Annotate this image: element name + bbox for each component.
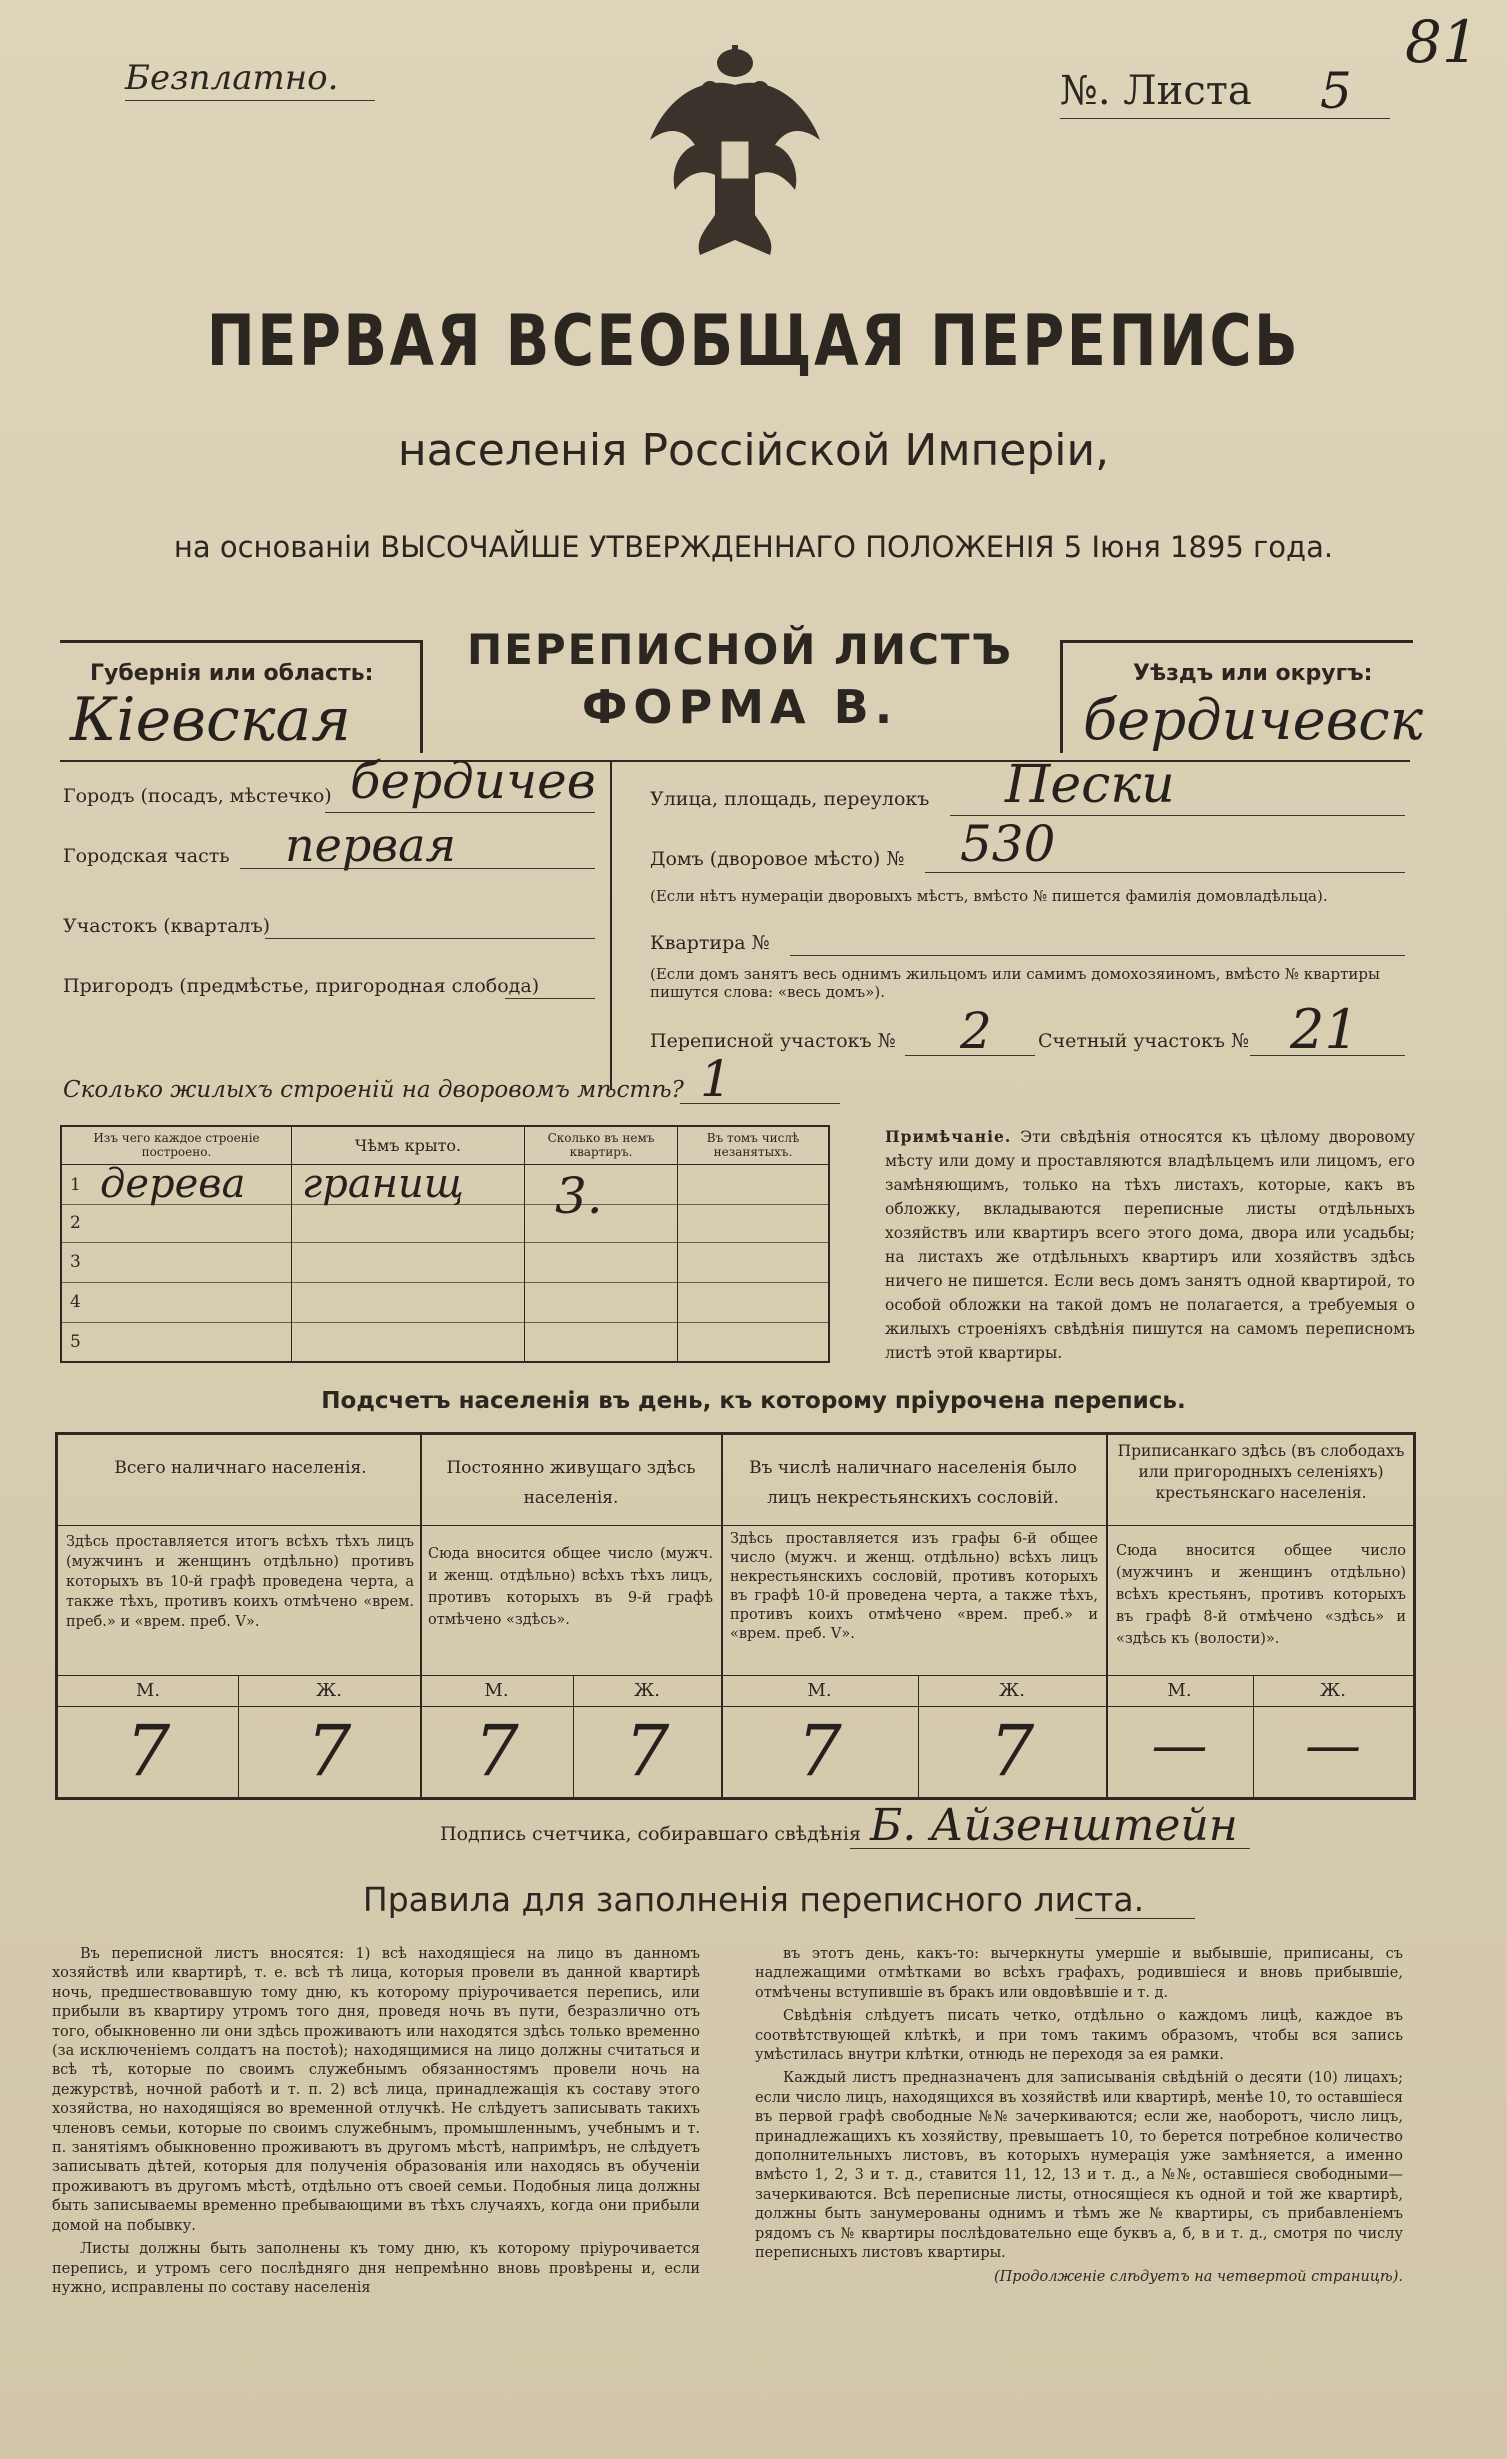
col4-f-label: Ж. — [1320, 1680, 1346, 1701]
rules-heading: Правила для заполненія переписного листа. — [362, 1880, 1145, 1919]
gubernia-label: Губернія или область: — [90, 661, 374, 686]
flat-label: Квартира № — [650, 932, 770, 954]
city-part-value[interactable]: первая — [285, 818, 456, 872]
street-value[interactable]: Пески — [1005, 755, 1175, 815]
col2-f-value[interactable]: 7 — [624, 1710, 670, 1792]
table-row — [61, 1204, 829, 1242]
buildings-value[interactable]: 1 — [700, 1050, 732, 1108]
rules-col2 — [755, 1945, 1403, 2287]
col1-f-label: Ж. — [316, 1680, 342, 1701]
col2-title: Постоянно живущаго здѣсь населенія. — [446, 1458, 696, 1508]
row1-roof[interactable]: гранищ — [302, 1160, 464, 1207]
uezd-label: Уѣздъ или округъ: — [1133, 661, 1373, 686]
header-material: Изъ чего каждое строеніе построено. — [61, 1126, 292, 1164]
house-note: (Если нѣтъ нумераціи дворовыхъ мѣстъ, вмѣсто № пишется фамилія домовладѣльца). — [650, 887, 1328, 905]
sheet-number-label: №. Листа — [1060, 68, 1252, 114]
note-text: Эти свѣдѣнія относятся къ цѣлому дворовому мѣсту или дому и проставляются владѣльцемъ или лицомъ, его замѣняющимъ, только на тѣхъ листахъ, которые, какъ въ обложку, вкладываются переписные листы отдѣльныхъ хозяйствъ или квартиръ всего этого дома, двора или усадьбы; на листахъ же отдѣльныхъ квартиръ или хозяйствъ здѣсь ничего не пишется. Если весь домъ занятъ одной квартирой, то особой обложки на такой домъ не полагается, а требуемыя о жилыхъ строеніяхъ свѣдѣнія пишутся на самомъ переписномъ листѣ этой квартиры. — [885, 1128, 1416, 1362]
col4-m-value[interactable]: — — [1151, 1713, 1208, 1778]
uezd-value[interactable]: бердичевск — [1083, 688, 1424, 753]
header-vacant: Въ томъ числѣ незанятыхъ. — [678, 1126, 830, 1164]
legal-basis: на основаніи ВЫСОЧАЙШЕ УТВЕРЖДЕННАГО ПОЛОЖЕНІЯ 5 Іюня 1895 года. — [173, 530, 1334, 564]
row-number: 5 — [61, 1322, 292, 1362]
corner-mark: 81 — [1405, 8, 1479, 76]
sheet-title-box — [420, 625, 1060, 734]
count-district-label: Счетный участокъ № — [1038, 1030, 1249, 1052]
note-heading: Примѣчаніе. — [885, 1127, 1012, 1146]
rules-continued: (Продолженіе слѣдуетъ на четвертой страницѣ). — [993, 2268, 1403, 2285]
house-value[interactable]: 530 — [960, 815, 1056, 873]
main-title: ПЕРВАЯ ВСЕОБЩАЯ ПЕРЕПИСЬ — [206, 300, 1301, 382]
sheet-title-2: ФОРМА В. — [581, 680, 899, 734]
col3-m-label: М. — [807, 1680, 832, 1701]
rules-col1 — [52, 1945, 700, 2302]
note-block — [885, 1125, 1415, 1365]
row1-flats[interactable]: 3. — [555, 1166, 603, 1225]
col3-m-value[interactable]: 7 — [797, 1710, 842, 1792]
city-label: Городъ (посадъ, мѣстечко) — [63, 785, 332, 807]
col2-desc: Сюда вносится общее число (мужч. и женщ. отдѣльно) всѣхъ тѣхъ лицъ, противъ которыхъ въ 9-й графѣ отмѣчено «здѣсь». — [428, 1546, 713, 1628]
row1-vacant[interactable] — [678, 1164, 830, 1204]
table-row — [61, 1164, 829, 1204]
gubernia-box — [60, 640, 423, 753]
census-district-label: Переписной участокъ № — [650, 1030, 896, 1052]
free-label: Безплатно. — [125, 58, 339, 98]
col4-desc: Сюда вносится общее число (мужчинъ и женщинъ отдѣльно) всѣхъ крестьянъ, противъ которыхъ въ графѣ 8-й отмѣчено «здѣсь» и «здѣсь къ (волости)». — [1116, 1543, 1406, 1647]
table-row — [61, 1322, 829, 1362]
col4-f-value[interactable]: — — [1305, 1713, 1361, 1778]
col2-m-label: М. — [484, 1680, 509, 1701]
row-number: 4 — [61, 1282, 292, 1322]
col3-title: Въ числѣ наличнаго населенія было лицъ некрестьянскихъ сословій. — [749, 1458, 1077, 1508]
col2-f-label: Ж. — [634, 1680, 660, 1701]
census-district-value[interactable]: 2 — [960, 1002, 992, 1060]
signature-label: Подпись счетчика, собиравшаго свѣдѣнія — [440, 1823, 861, 1845]
flat-note: (Если домъ занятъ весь однимъ жильцомъ или самимъ домохозяиномъ, вмѣсто № квартиры пишутся слова: «весь домъ»). — [650, 965, 1380, 1001]
col1-f-value[interactable]: 7 — [306, 1710, 352, 1792]
population-heading: Подсчетъ населенія въ день, къ которому пріурочена перепись. — [321, 1388, 1186, 1414]
row-number: 2 — [61, 1204, 292, 1242]
imperial-eagle-emblem — [640, 45, 830, 265]
rules-col2-p2: Свѣдѣнія слѣдуетъ писать четко, отдѣльно о каждомъ лицѣ, каждое въ соотвѣтствующей клѣткѣ, и при томъ такимъ образомъ, чтобы вся запись умѣстилась внутри клѣтки, отнюдь не переходя за ея рамки. — [755, 2008, 1403, 2064]
buildings-table — [60, 1125, 830, 1363]
population-table — [55, 1432, 1416, 1800]
city-part-label: Городская часть — [63, 845, 230, 867]
col3-f-label: Ж. — [999, 1680, 1025, 1701]
col1-m-label: М. — [135, 1680, 161, 1701]
col1-desc: Здѣсь проставляется итогъ всѣхъ тѣхъ лицъ (мужчинъ и женщинъ отдѣльно) противъ которыхъ въ 10-й графѣ проведена черта, а также тѣхъ, противъ коихъ отмѣчено «врем. преб.» и «врем. преб. V». — [66, 1534, 414, 1630]
col4-title: Приписанкаго здѣсь (въ слободахъ или пригородныхъ селеніяхъ) крестьянскаго населенія. — [1117, 1442, 1405, 1502]
sheet-title-1: ПЕРЕПИСНОЙ ЛИСТЪ — [466, 625, 1014, 674]
gubernia-value[interactable]: Кіевская — [70, 685, 351, 755]
col4-m-label: М. — [1167, 1680, 1192, 1701]
uezd-box — [1060, 640, 1424, 753]
rules-col2-p1: въ этотъ день, какъ-то: вычеркнуты умершіе и выбывшіе, приписаны, съ надлежащими отмѣтками во всѣхъ графахъ, родившіеся и вновь прибывшіе, отмѣчены вступившіе въ бракъ или овдовѣвшіе и т. д. — [755, 1946, 1403, 2001]
sheet-number-value: 5 — [1320, 62, 1352, 120]
subtitle: населенія Россійской Имперіи, — [397, 425, 1110, 476]
table-row — [61, 1242, 829, 1282]
row1-material[interactable]: дерева — [100, 1160, 246, 1207]
col1-m-value[interactable]: 7 — [125, 1710, 171, 1792]
street-label: Улица, площадь, переулокъ — [650, 788, 930, 810]
col3-f-value[interactable]: 7 — [989, 1710, 1035, 1792]
rules-col1-p1: Въ переписной листъ вносятся: 1) всѣ находящіеся на лицо въ данномъ хозяйствѣ или квартирѣ, т. е. всѣ тѣ лица, которыя провели въ данной квартирѣ ночь, предшествовавшую тому дню, къ которому пріурочивается перепись, или прибыли въ квартиру утромъ того дня, проведя ночь въ пути, безразлично отъ того, обыкновенно ли они здѣсь проживаютъ или находятся здѣсь только временно (за исключеніемъ солдатъ на постоѣ); находящимися на лицо должны считаться и всѣ тѣ, которые по своимъ служебнымъ обязанностямъ провели ночь на дежурствѣ, ночной работѣ и т. п. 2) всѣ лица, принадлежащія къ составу этого хозяйства, но находящіяся во временной отлучкѣ. Не слѣдуетъ записывать такихъ членовъ семьи, которые по своимъ служебнымъ, промышленнымъ, учебнымъ и т. п. занятіямъ обыкновенно проживаютъ въ другомъ мѣстѣ, напримѣръ, не слѣдуетъ записывать дѣтей, которыя для полученія образованія или находясь въ обученіи проживаютъ въ другомъ мѣстѣ, отдѣльно отъ своей семьи. Подобныя лица должны быть записываемы временно пребывающими въ тѣхъ случаяхъ, когда они прибыли домой на побывку. — [52, 1946, 700, 2234]
row-number: 1 — [70, 1174, 81, 1195]
row-number: 3 — [61, 1242, 292, 1282]
buildings-question: Сколько жилыхъ строеній на дворовомъ мѣстѣ? — [63, 1077, 684, 1103]
signature-value[interactable]: Б. Айзенштейн — [870, 1800, 1238, 1851]
district-label: Участокъ (кварталъ) — [63, 915, 271, 937]
count-district-value[interactable]: 21 — [1290, 998, 1359, 1061]
house-label: Домъ (дворовое мѣсто) № — [650, 848, 905, 870]
header-flats: Сколько въ немъ квартиръ. — [525, 1126, 678, 1164]
rules-col2-p3: Каждый листъ предназначенъ для записыванія свѣдѣній о десяти (10) лицахъ; если число лицъ, находящихся въ хозяйствѣ или квартирѣ, менѣе 10, то оставшіеся въ первой графѣ свободные №№ зачеркиваются; если же, наоборотъ, число лицъ, принадлежащихъ къ хозяйству, превышаетъ 10, то берется потребное количество дополнительныхъ листовъ, въ которыхъ нумерація уже замѣняется, а именно вмѣсто 1, 2, 3 и т. д., ставится 11, 12, 13 и т. д., а №№, оставшіеся свободными—зачеркиваются. Всѣ переписные листы, относящіеся къ одной и той же квартирѣ, должны быть занумерованы однимъ и тѣмъ же № квартиры, съ прибавленіемъ рядомъ съ № квартиры послѣдовательно еще буквъ а, б, в и т. д., смотря по числу переписныхъ листовъ квартиры. — [755, 2070, 1403, 2262]
col3-desc: Здѣсь проставляется изъ графы 6-й общее число (мужч. и женщ. отдѣльно) всѣхъ лицъ некрестьянскихъ сословій, противъ которыхъ въ графѣ 10-й проведена черта, а также тѣхъ, противъ коихъ отмѣчено «врем. преб.» и «врем. преб. V». — [730, 1531, 1098, 1642]
city-value[interactable]: бердичев — [350, 752, 596, 810]
rules-col1-p2: Листы должны быть заполнены къ тому дню, къ которому пріурочивается перепись, и утромъ сего послѣдняго дня непремѣнно вновь провѣрены и, если нужно, исправлены по составу населенія — [52, 2241, 700, 2296]
header-roof: Чѣмъ крыто. — [292, 1126, 525, 1164]
table-row — [61, 1282, 829, 1322]
col2-m-value[interactable]: 7 — [474, 1710, 519, 1792]
suburb-label: Пригородъ (предмѣстье, пригородная слобода) — [63, 975, 540, 997]
col1-title: Всего наличнаго населенія. — [114, 1458, 367, 1478]
buildings-table-header — [61, 1126, 829, 1164]
